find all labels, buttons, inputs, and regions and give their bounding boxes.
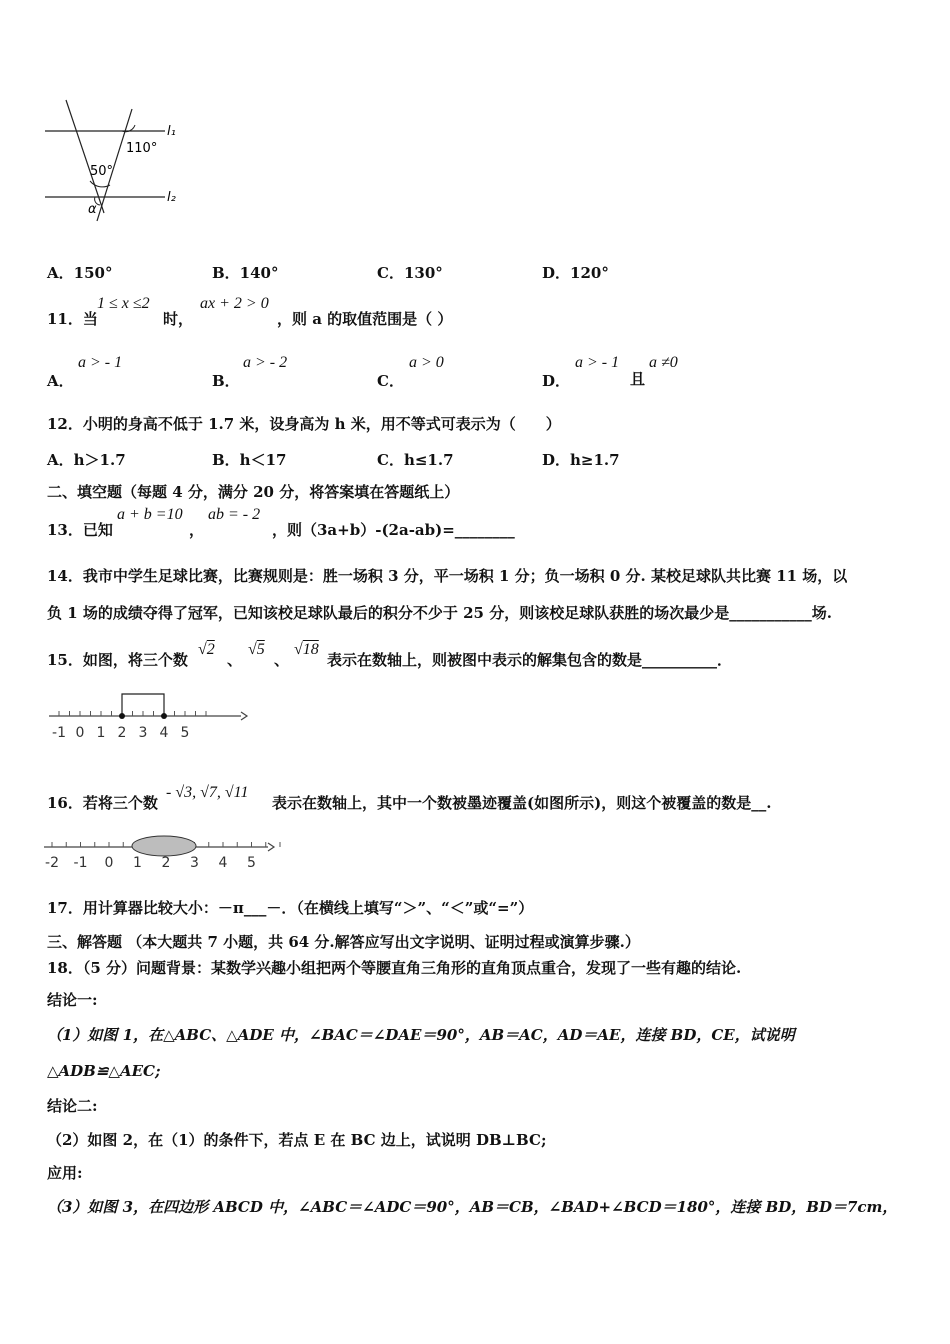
q11-option-c-math: a > 0 (409, 354, 444, 371)
section-2-heading: 二、填空题（每题 4 分，满分 20 分，将答案填在答题纸上） (47, 483, 460, 501)
q14-line2: 负 1 场的成绩夺得了冠军，已知该校足球队最后的积分不少于 25 分，则该校足球队获胜的场次最少是___________场. (47, 604, 832, 622)
label-50: 50° (90, 164, 114, 179)
q11-option-b-label: B． (212, 372, 240, 390)
q18-intro: 18．（5 分）问题背景：某数学兴趣小组把两个等腰直角三角形的直角顶点重合，发现了一些有趣的结论. (47, 959, 742, 977)
q15-tick-label: 1 (96, 725, 106, 741)
q11-option-a-label: A． (47, 372, 74, 390)
q12-option-c: C．h≤1.7 (377, 451, 454, 469)
q10-figure (40, 95, 190, 235)
q15-tick-label: 2 (117, 725, 127, 741)
q12-option-d: D．h≥1.7 (542, 451, 620, 469)
q15-tail: 表示在数轴上，则被图中表示的解集包含的数是__________． (327, 651, 733, 669)
q10-option-d: D．120° (542, 264, 609, 282)
q18-part-1: （1）如图 1，在△ABC、△ADE 中，∠BAC＝∠DAE＝90°，AB＝AC，AD＝AE，连接 BD，CE，试说明 (47, 1026, 795, 1044)
q11-option-c-label: C． (377, 372, 404, 390)
q16-tick-label: 2 (161, 855, 171, 871)
label-110: 110° (126, 141, 158, 156)
q13-cond1: a + b =10 (117, 506, 183, 523)
q11-tail: ，则 a 的取值范围是（ ） (277, 310, 453, 328)
q11-num: 11．当 (47, 310, 98, 328)
q15-root2-value: 5 (256, 641, 265, 658)
q18-conclusion-2: 结论二: (47, 1097, 98, 1115)
q15-number-line (45, 688, 255, 743)
q12-option-a: A．h＞1.7 (47, 451, 126, 469)
q15-sep1: 、 (227, 651, 243, 669)
q16-tick-label: 4 (218, 855, 228, 871)
q18-application: 应用: (47, 1164, 83, 1182)
q11-option-d-label: D． (542, 372, 571, 390)
q16-tick-label: 5 (247, 855, 256, 871)
label-l2: l₂ (167, 190, 176, 205)
q15-axis-arrow (241, 712, 247, 720)
q11-cond1: 1 ≤ x ≤2 (97, 295, 150, 312)
transversal-left (66, 100, 104, 213)
q16-tail: 表示在数轴上，其中一个数被墨迹覆盖(如图所示)，则这个被覆盖的数是__. (272, 794, 772, 812)
q15-root3: √18 (294, 641, 319, 658)
q18-part-2: （2）如图 2，在（1）的条件下，若点 E 在 BC 边上，试说明 DB⊥BC; (47, 1131, 547, 1149)
q15-tick-label: 4 (159, 725, 169, 741)
label-l1: l₁ (167, 124, 176, 139)
q11-option-b-math: a > - 2 (243, 354, 288, 371)
q16-nums: - √3, √7, √11 (166, 784, 249, 801)
section-3-heading: 三、解答题 （本大题共 7 小题，共 64 分.解答应写出文字说明、证明过程或演算步骤.） (47, 933, 640, 951)
q11-option-a-math: a > - 1 (78, 354, 123, 371)
q13-tail: ，则（3a+b）-(2a-ab)=________ (272, 521, 515, 539)
label-alpha: α (88, 202, 97, 217)
q13-cond2: ab = - 2 (208, 506, 261, 523)
q16-axis-arrow (268, 843, 274, 851)
q10-option-b: B．140° (212, 264, 279, 282)
q11-cond2: ax + 2 > 0 (200, 295, 269, 312)
q15-sep2: 、 (274, 651, 290, 669)
q15-root1-value: 2 (206, 641, 215, 658)
q15-root2: √5 (248, 641, 265, 658)
q15-num: 15．如图，将三个数 (47, 651, 188, 669)
q17-text: 17．用计算器比较大小：－π___－．（在横线上填写“＞”、“＜”或“=”） (47, 899, 534, 917)
q18-part-3: （3）如图 3，在四边形 ABCD 中，∠ABC＝∠ADC＝90°，AB＝CB，∠BAD+∠BCD＝180°，连接 BD，BD＝7cm， (47, 1198, 898, 1216)
q16-tick-label: 3 (190, 855, 199, 871)
q16-tick-label: 1 (133, 855, 142, 871)
q16-num: 16．若将三个数 (47, 794, 158, 812)
q15-root3-value: 18 (302, 641, 319, 658)
q15-tick-label: 0 (75, 725, 85, 741)
q16-number-line (42, 830, 282, 875)
q18-part-1b: △ADB≌△AEC; (47, 1062, 161, 1080)
q12-option-b: B．h＜17 (212, 451, 287, 469)
q12-text: 12．小明的身高不低于 1.7 米，设身高为 h 米，用不等式可表示为（ ） (47, 415, 561, 433)
q16-tick-label: -2 (45, 855, 59, 871)
q18-conclusion-1: 结论一: (47, 991, 98, 1009)
q16-tick-label: 0 (104, 855, 114, 871)
q11-option-d-math: a > - 1 (575, 354, 620, 371)
q11-option-d-math2: a ≠0 (649, 354, 678, 371)
q11-mid: 时， (163, 310, 194, 328)
q13-num: 13．已知 (47, 521, 113, 539)
q16-tick-label: -1 (73, 855, 88, 871)
q11-option-d-and: 且 (630, 370, 646, 388)
q16-ink-blot (132, 836, 196, 856)
q15-endpoint-left (119, 713, 125, 719)
q13-comma: ， (189, 521, 205, 539)
q15-root1: √2 (198, 641, 215, 658)
q15-endpoint-right (161, 713, 167, 719)
q15-tick-label: -1 (52, 725, 66, 741)
q15-tick-label: 3 (138, 725, 148, 741)
q14-line1: 14．我市中学生足球比赛，比赛规则是：胜一场积 3 分，平一场积 1 分；负一场积 0 分. 某校足球队共比赛 11 场，以 (47, 567, 848, 585)
q10-option-c: C．130° (377, 264, 443, 282)
q15-tick-label: 5 (180, 725, 190, 741)
q10-option-a: A．150° (47, 264, 113, 282)
